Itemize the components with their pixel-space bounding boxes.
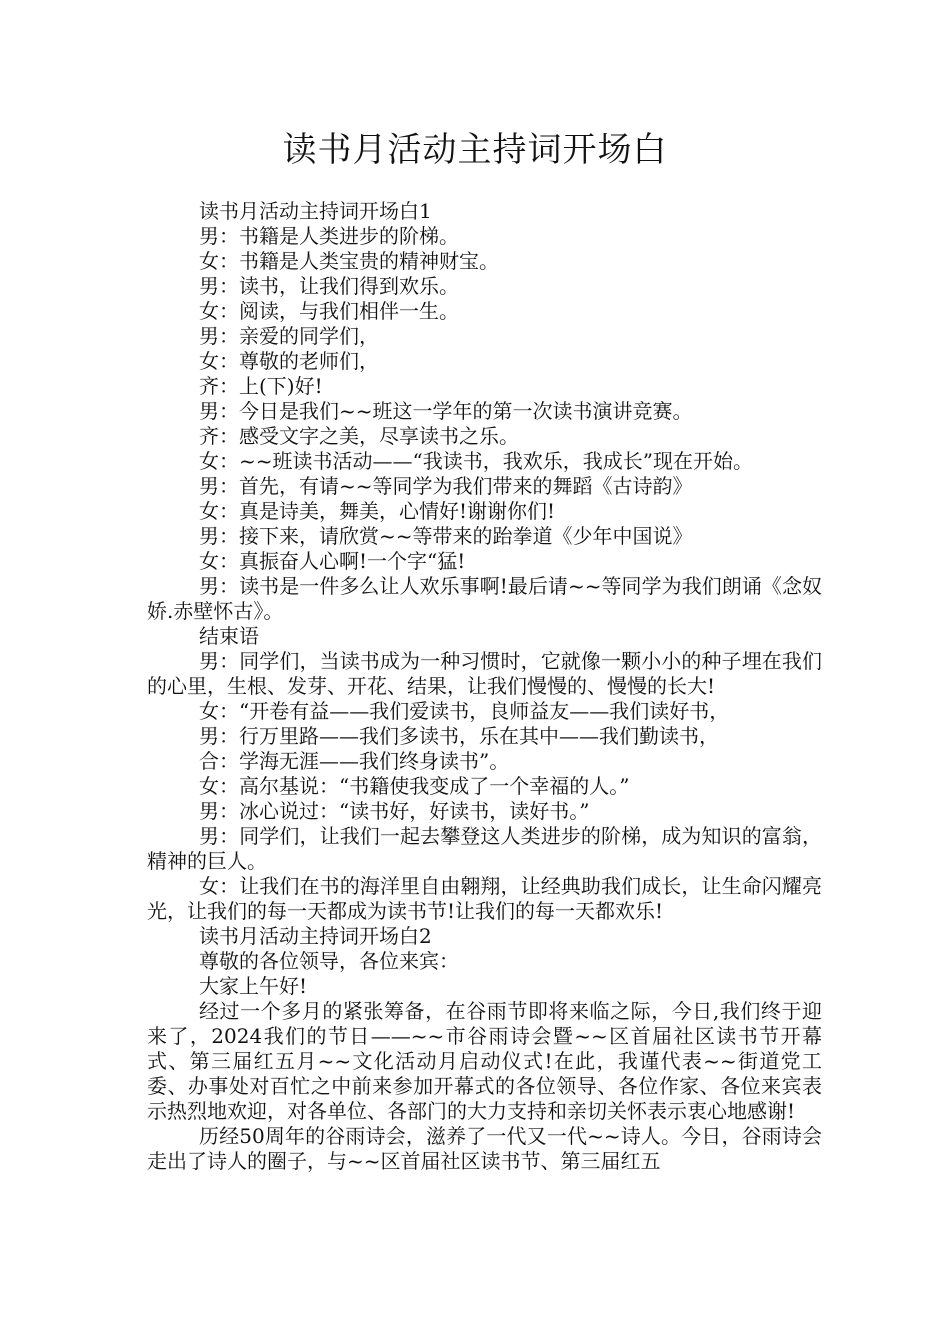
paragraph: 女：尊敬的老师们， [199,349,379,373]
section-heading-2: 读书月活动主持词开场白2 [199,924,432,948]
paragraph: 女：“开卷有益——我们爱读书，良师益友——我们读好书， [199,699,730,723]
paragraph: 齐：上(下)好! [199,374,323,398]
paragraph: 男：今日是我们~~班这一学年的第一次读书演讲竞赛。 [199,399,693,423]
paragraph: 女：让我们在书的海洋里自由翱翔，让经典助我们成长，让生命闪耀亮光，让我们的每一天都成为读书节!让我们的每一天都欢乐! [147,874,822,923]
paragraph: 男：首先，有请~~等同学为我们带来的舞蹈《古诗韵》 [199,474,693,498]
paragraph: 男：读书是一件多么让人欢乐事啊!最后请~~等同学为我们朗诵《念奴娇.赤壁怀古》。 [147,574,822,623]
paragraph: 男：行万里路——我们多读书，乐在其中——我们勤读书， [199,724,719,748]
paragraph: 女：~~班读书活动——“我读书，我欢乐，我成长”现在开始。 [199,449,753,473]
paragraph: 男：书籍是人类进步的阶梯。 [199,224,459,248]
section-heading-1: 读书月活动主持词开场白1 [199,199,432,223]
section-heading-ending: 结束语 [199,624,259,648]
paragraph: 合：学海无涯——我们终身读书”。 [199,749,510,773]
paragraph: 女：真振奋人心啊!一个字“猛! [199,549,466,573]
paragraph: 经过一个多月的紧张筹备，在谷雨节即将来临之际，今日,我们终于迎来了，2024我们的节日——~~市谷雨诗会暨~~区首届社区读书节开幕式、第三届红五月~~文化活动月启动仪式!在此，我谨代表~~街道党工委、办事处对百忙之中前来参加开幕式的各位领导、各位作家、各位来宾表示热烈地欢迎，对各单位、各部门的大力支持和亲切关怀表示衷心地感谢! [147,999,822,1123]
paragraph: 男：同学们，当读书成为一种习惯时，它就像一颗小小的种子埋在我们的心里，生根、发芽、开花、结果，让我们慢慢的、慢慢的长大! [147,649,822,698]
paragraph: 女：书籍是人类宝贵的精神财宝。 [199,249,499,273]
paragraph: 大家上午好! [199,974,308,998]
paragraph: 男：同学们，让我们一起去攀登这人类进步的阶梯，成为知识的富翁，精神的巨人。 [147,824,822,873]
document-body [147,199,822,1174]
paragraph: 男：读书，让我们得到欢乐。 [199,274,459,298]
paragraph: 历经50周年的谷雨诗会，滋养了一代又一代~~诗人。今日，谷雨诗会走出了诗人的圈子，与~~区首届社区读书节、第三届红五 [147,1124,822,1173]
paragraph: 齐：感受文字之美，尽享读书之乐。 [199,424,519,448]
paragraph: 女：阅读，与我们相伴一生。 [199,299,459,323]
paragraph: 男：亲爱的同学们， [199,324,379,348]
paragraph: 男：接下来，请欣赏~~等带来的跆拳道《少年中国说》 [199,524,693,548]
paragraph: 女：高尔基说：“书籍使我变成了一个幸福的人。” [199,774,630,798]
paragraph: 尊敬的各位领导，各位来宾： [199,949,459,973]
document-title: 读书月活动主持词开场白 [282,130,668,170]
paragraph: 女：真是诗美，舞美，心情好!谢谢你们! [199,499,556,523]
paragraph: 男：冰心说过：“读书好，好读书，读好书。” [199,799,590,823]
